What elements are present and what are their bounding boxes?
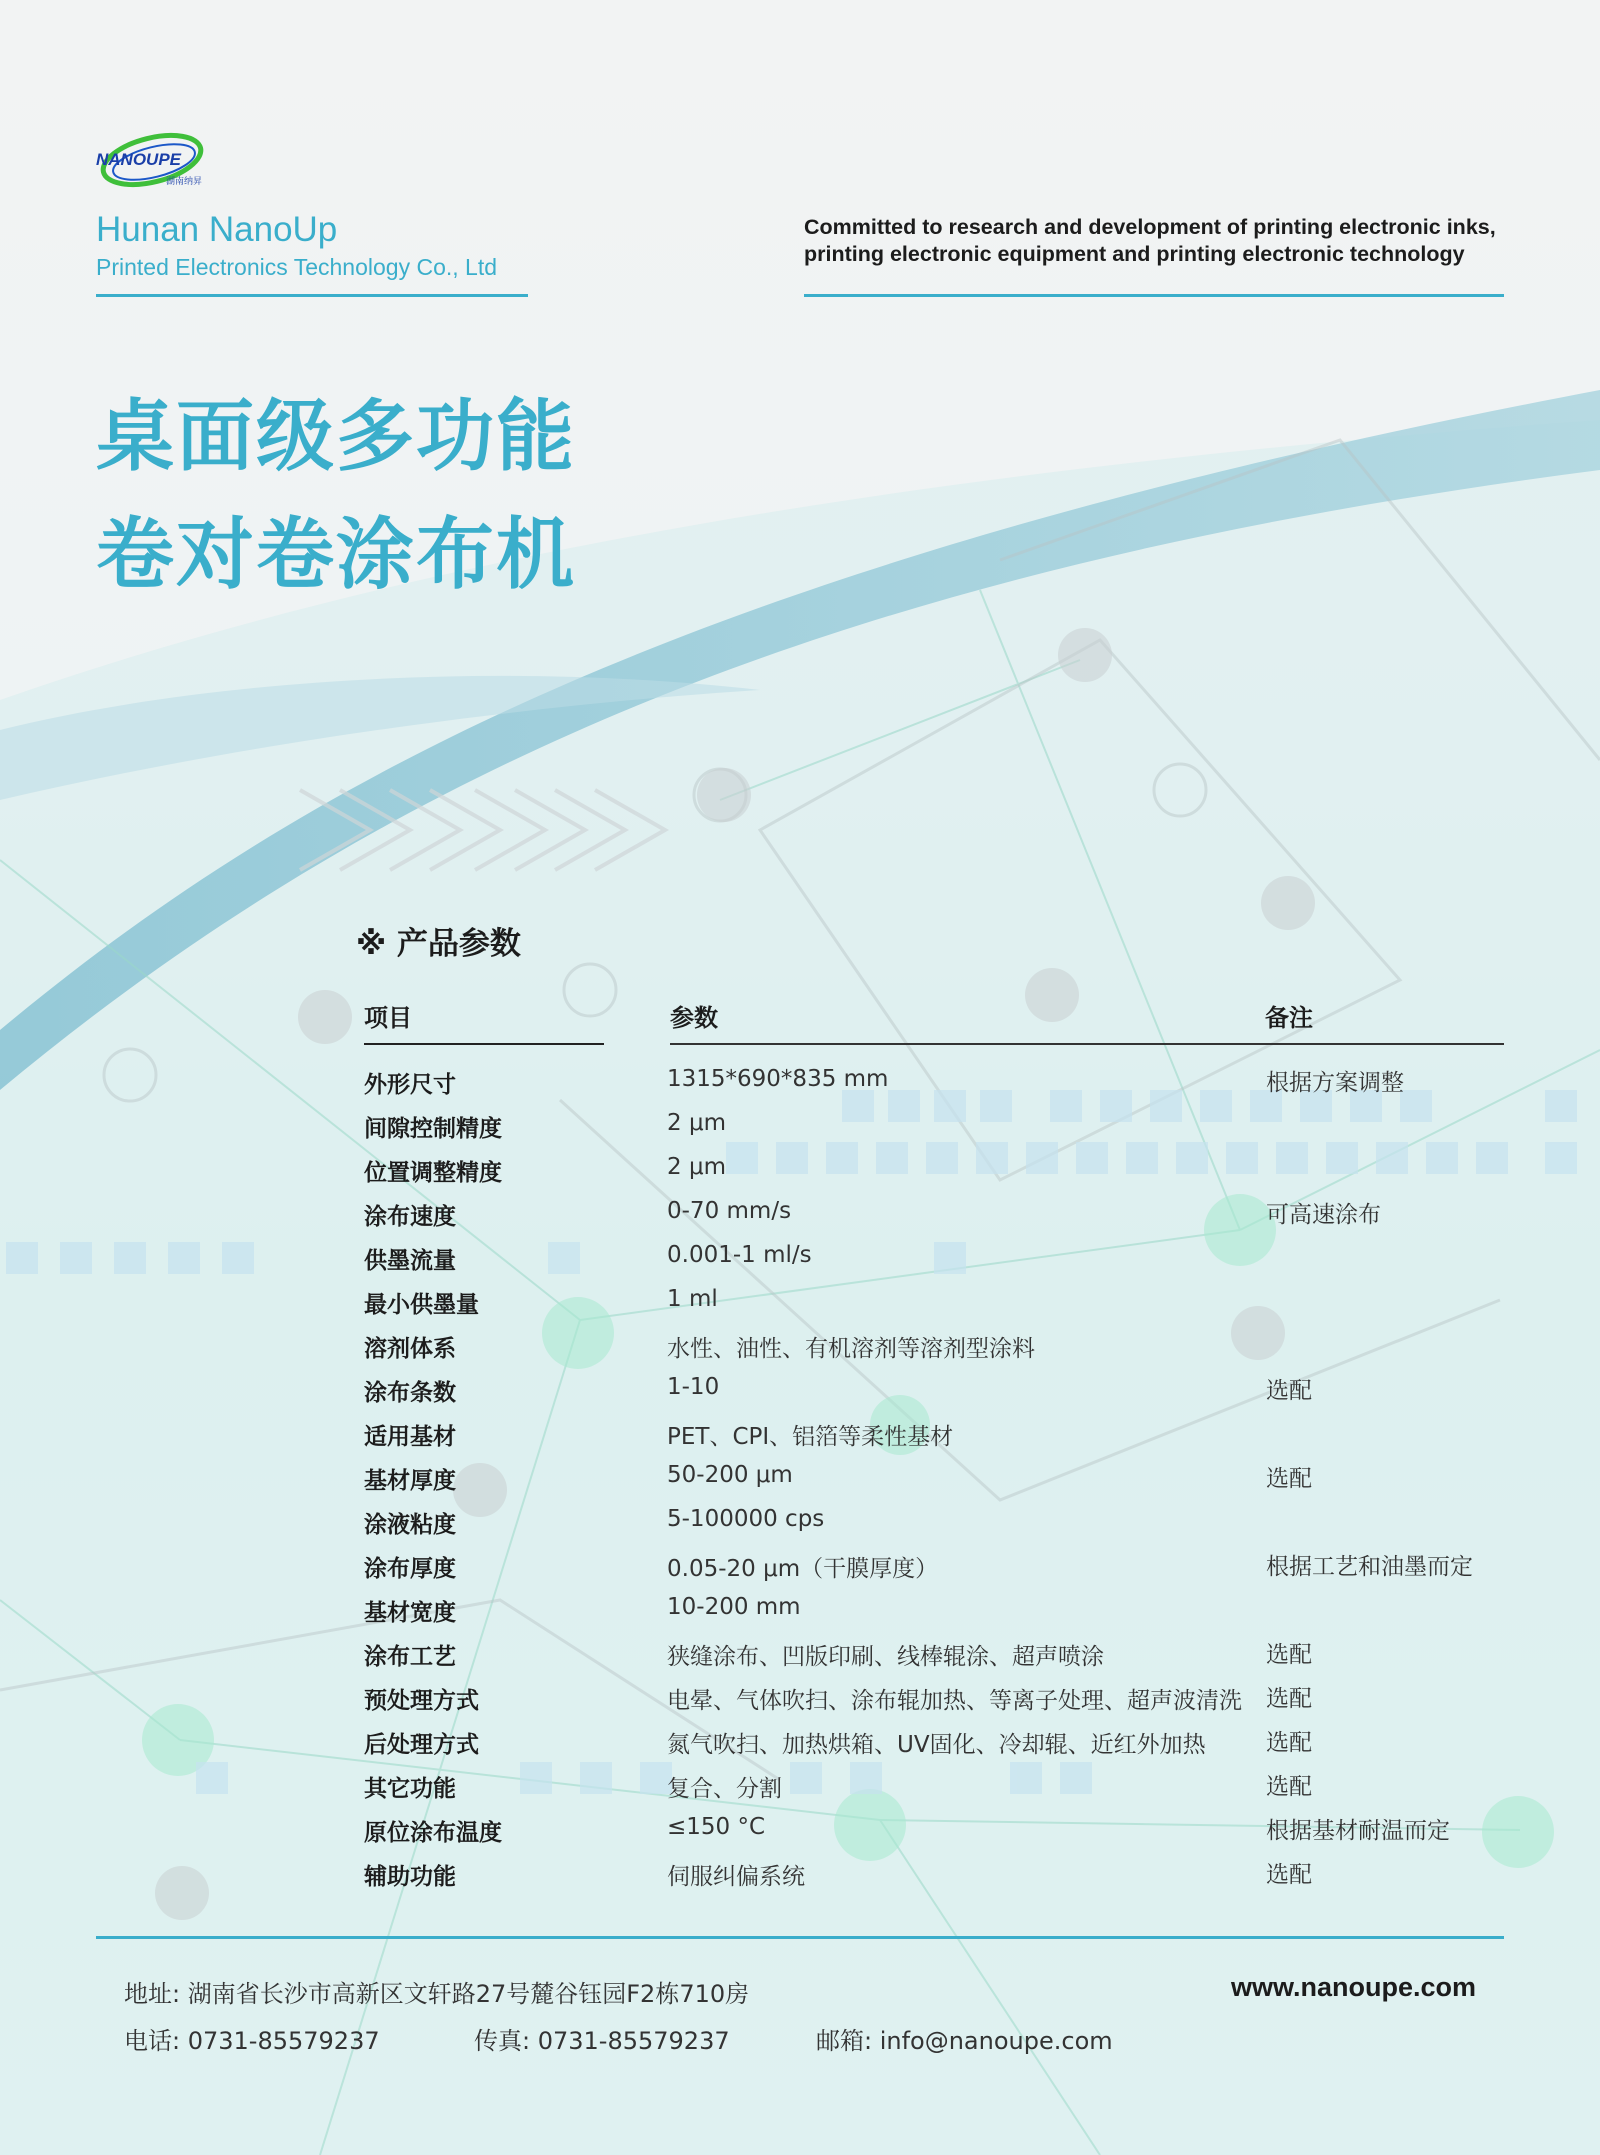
row-item: 预处理方式 [364, 1688, 479, 1714]
footer-divider [96, 1936, 1504, 1939]
header-underline-param [670, 1043, 1504, 1045]
table-row [364, 1192, 1514, 1236]
row-param: 50-200 μm [667, 1462, 793, 1488]
tagline-line-2: printing electronic equipment and printing electronic technology [804, 242, 1465, 266]
row-param: 0.001-1 ml/s [667, 1242, 812, 1268]
company-subtitle: Printed Electronics Technology Co., Ltd [96, 254, 498, 280]
footer-address: 地址: 湖南省长沙市高新区文轩路27号麓谷钰园F2栋710房 [124, 1980, 750, 2008]
company-tagline [804, 214, 1524, 268]
column-header-param: 参数 [670, 1004, 718, 1032]
column-header-note: 备注 [1265, 1004, 1313, 1032]
row-item: 间隙控制精度 [364, 1116, 502, 1142]
row-item: 基材宽度 [364, 1600, 456, 1626]
table-row [364, 1720, 1514, 1764]
table-row [364, 1676, 1514, 1720]
table-row [364, 1544, 1514, 1588]
row-param: 电晕、气体吹扫、涂布辊加热、等离子处理、超声波清洗 [667, 1688, 1242, 1714]
footer-fax: 传真: 0731-85579237 [474, 2027, 730, 2055]
row-item: 溶剂体系 [364, 1336, 456, 1362]
row-param: ≤150 °C [667, 1814, 766, 1840]
header-underline-item [364, 1043, 604, 1045]
row-note: 选配 [1266, 1730, 1312, 1756]
logo-wordmark: NANOUPE [96, 150, 182, 169]
row-note: 根据方案调整 [1266, 1070, 1404, 1096]
row-item: 适用基材 [364, 1424, 456, 1450]
table-row [364, 1368, 1514, 1412]
table-row [364, 1280, 1514, 1324]
website-link[interactable]: www.nanoupe.com [1230, 1972, 1476, 2002]
footer-phone: 电话: 0731-85579237 [124, 2027, 380, 2055]
table-row [364, 1324, 1514, 1368]
table-row [364, 1104, 1514, 1148]
table-row [364, 1808, 1514, 1852]
table-row [364, 1588, 1514, 1632]
company-logo [96, 128, 226, 198]
tagline-line-1: Committed to research and development of printing electronic inks, [804, 215, 1496, 239]
row-item: 后处理方式 [364, 1732, 479, 1758]
row-param: 5-100000 cps [667, 1506, 825, 1532]
product-title [96, 378, 576, 614]
spec-table [364, 1060, 1514, 1896]
row-note: 选配 [1266, 1686, 1312, 1712]
table-row [364, 1500, 1514, 1544]
table-row [364, 1456, 1514, 1500]
row-param: 氮气吹扫、加热烘箱、UV固化、冷却辊、近红外加热 [667, 1732, 1206, 1758]
table-row [364, 1236, 1514, 1280]
row-note: 选配 [1266, 1862, 1312, 1888]
row-item: 涂布厚度 [364, 1556, 456, 1582]
row-item: 涂布工艺 [364, 1644, 456, 1670]
row-item: 涂布条数 [364, 1380, 456, 1406]
row-param: 狭缝涂布、凹版印刷、线棒辊涂、超声喷涂 [667, 1644, 1104, 1670]
row-param: 伺服纠偏系统 [667, 1864, 805, 1890]
section-title: ※ 产品参数 [356, 926, 521, 962]
row-note: 可高速涂布 [1266, 1202, 1381, 1228]
table-row [364, 1060, 1514, 1104]
row-param: 10-200 mm [667, 1594, 801, 1620]
logo-subtext: 湖南纳昇 [166, 177, 203, 187]
row-note: 选配 [1266, 1774, 1312, 1800]
row-param: 2 μm [667, 1154, 726, 1180]
table-row [364, 1764, 1514, 1808]
row-item: 供墨流量 [364, 1248, 456, 1274]
row-note: 选配 [1266, 1642, 1312, 1668]
row-item: 最小供墨量 [364, 1292, 479, 1318]
row-item: 涂液粘度 [364, 1512, 456, 1538]
column-header-item: 项目 [364, 1004, 412, 1032]
row-param: 0.05-20 μm（干膜厚度） [667, 1556, 939, 1582]
row-param: 1 ml [667, 1286, 718, 1312]
table-row [364, 1852, 1514, 1896]
row-item: 辅助功能 [364, 1864, 456, 1890]
row-note: 选配 [1266, 1378, 1312, 1404]
header-divider-right [804, 294, 1504, 297]
table-row [364, 1148, 1514, 1192]
row-param: 2 μm [667, 1110, 726, 1136]
row-param: PET、CPI、铝箔等柔性基材 [667, 1424, 954, 1450]
row-param: 1-10 [667, 1374, 720, 1400]
row-param: 1315*690*835 mm [667, 1066, 889, 1092]
header-divider-left [96, 294, 528, 297]
row-item: 基材厚度 [364, 1468, 456, 1494]
row-item: 涂布速度 [364, 1204, 456, 1230]
company-name: Hunan NanoUp [96, 210, 338, 249]
product-title-line-2: 卷对卷涂布机 [96, 510, 577, 600]
product-title-line-1: 桌面级多功能 [96, 392, 577, 482]
row-item: 位置调整精度 [364, 1160, 502, 1186]
row-note: 根据基材耐温而定 [1266, 1818, 1450, 1844]
row-note: 选配 [1266, 1466, 1312, 1492]
row-item: 原位涂布温度 [364, 1820, 502, 1846]
row-item: 其它功能 [364, 1776, 456, 1802]
row-item: 外形尺寸 [364, 1072, 456, 1098]
row-param: 0-70 mm/s [667, 1198, 792, 1224]
row-note: 根据工艺和油墨而定 [1266, 1554, 1473, 1580]
table-row [364, 1632, 1514, 1676]
footer-email[interactable]: 邮箱: info@nanoupe.com [816, 2027, 1113, 2055]
row-param: 水性、油性、有机溶剂等溶剂型涂料 [667, 1336, 1035, 1362]
row-param: 复合、分割 [667, 1776, 782, 1802]
table-row [364, 1412, 1514, 1456]
